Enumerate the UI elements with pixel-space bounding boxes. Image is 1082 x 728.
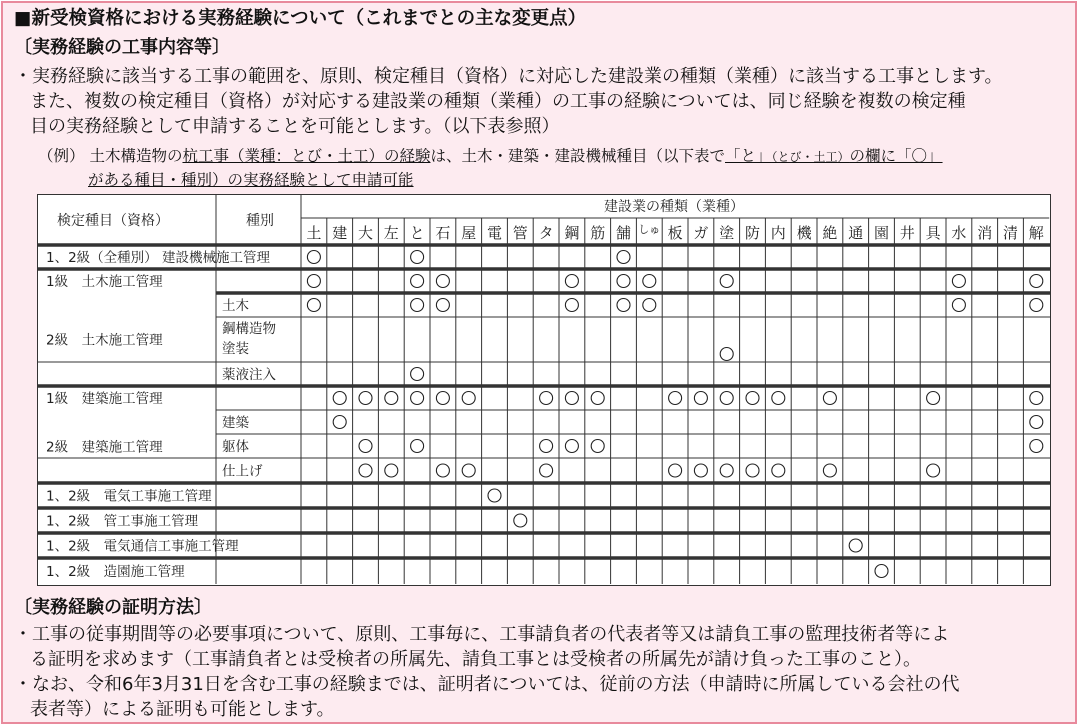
- industry-header: 具: [925, 224, 941, 242]
- row-type-label: 鋼構造物: [222, 321, 276, 337]
- mark-circle: [540, 440, 553, 453]
- page-title: ■新受検資格における実務経験について（これまでとの主な変更点）: [14, 8, 587, 29]
- example-text: は、土木・建築・建設機械種目（以下表で: [430, 147, 725, 165]
- row-exam-label: 1、2級 管工事施工管理: [46, 513, 199, 530]
- row-exam-label: 1級 土木施工管理: [46, 274, 163, 290]
- mark-circle: [694, 464, 707, 477]
- mark-circle: [462, 464, 475, 477]
- mark-circle: [617, 275, 630, 288]
- mark-circle: [411, 299, 424, 312]
- mark-circle: [385, 464, 398, 477]
- industry-header: 内: [770, 224, 786, 242]
- mark-circle: [565, 392, 578, 405]
- industry-header: 水: [951, 224, 967, 242]
- mark-circle: [1030, 299, 1043, 312]
- mark-circle: [307, 275, 320, 288]
- industry-header: 左: [383, 224, 399, 242]
- row-type-label: 薬液注入: [222, 367, 276, 383]
- industry-header: 清: [1002, 224, 1019, 242]
- example-underlined: 「と」: [725, 147, 772, 165]
- row-exam-label: 1、2級 造園施工管理: [46, 564, 185, 580]
- industry-header: 井: [899, 224, 915, 242]
- paragraph-line: 表者等）による証明も可能とします。: [30, 699, 335, 720]
- mark-circle: [436, 275, 449, 288]
- mark-circle: [952, 299, 965, 312]
- paragraph-line: ・工事の従事期間等の必要事項について、原則、工事毎に、工事請負者の代表者等又は請負工事の監理技術者等によ: [14, 624, 950, 645]
- mark-circle: [1030, 440, 1043, 453]
- mark-circle: [643, 299, 656, 312]
- section-title-proof-method: 〔実務経験の証明方法〕: [14, 597, 212, 618]
- mark-circle: [565, 275, 578, 288]
- example-underlined-small: （とび・土工）: [771, 150, 850, 164]
- mark-circle: [823, 392, 836, 405]
- mark-circle: [643, 275, 656, 288]
- mark-circle: [1030, 416, 1043, 429]
- example-line-2: [88, 169, 414, 191]
- mark-circle: [411, 440, 424, 453]
- mark-circle: [720, 392, 733, 405]
- row-exam-label: 1、2級（全種別） 建設機械施工管理: [46, 250, 270, 266]
- mark-circle: [411, 275, 424, 288]
- row-exam-label: 1、2級 電気工事施工管理: [46, 488, 212, 505]
- mark-circle: [1030, 275, 1043, 288]
- mark-circle: [591, 392, 604, 405]
- example-underlined: がある種目・種別）: [88, 171, 228, 189]
- industry-header: 園: [873, 224, 890, 242]
- example-underlined: の実務経験として申請可能: [227, 171, 414, 189]
- paragraph-line: ・なお、令和6年3月31日を含む工事の経験までは、証明者については、従前の方法（申請時に所属している会社の代: [14, 674, 960, 695]
- mark-circle: [411, 392, 424, 405]
- mark-circle: [359, 464, 372, 477]
- mark-circle: [540, 464, 553, 477]
- industry-header: 塗: [719, 224, 735, 242]
- column-header-industry-group: 建設業の種類（業種）: [604, 199, 744, 215]
- mark-circle: [952, 275, 965, 288]
- column-header-type: 種別: [246, 213, 274, 229]
- mark-circle: [462, 392, 475, 405]
- mark-circle: [927, 464, 940, 477]
- mark-circle: [849, 539, 862, 552]
- industry-header: 土: [306, 224, 322, 242]
- row-exam-label: 2級 建築施工管理: [46, 439, 163, 456]
- mark-circle: [694, 392, 707, 405]
- mark-circle: [436, 299, 449, 312]
- mark-circle: [875, 565, 888, 578]
- row-type-label: 土木: [222, 298, 249, 314]
- mark-circle: [488, 489, 501, 502]
- mark-circle: [411, 368, 424, 381]
- mark-circle: [514, 514, 527, 527]
- paragraph-line: また、複数の検定種目（資格）が対応する建設業の種類（業種）の工事の経験については、同じ経験を複数の検定種: [30, 91, 966, 112]
- paragraph-line: ・実務経験に該当する工事の範囲を、原則、検定種目（資格）に対応した建設業の種類（業種）に該当する工事とします。: [14, 66, 1003, 87]
- industry-header: 電: [486, 224, 503, 242]
- mark-circle: [1030, 392, 1043, 405]
- mark-circle: [565, 299, 578, 312]
- mark-circle: [565, 440, 578, 453]
- industry-header: と: [409, 224, 425, 242]
- industry-header: 舗: [615, 224, 632, 242]
- mark-circle: [307, 251, 320, 264]
- industry-header: 機: [796, 224, 812, 242]
- mark-circle: [772, 464, 785, 477]
- mark-circle: [772, 392, 785, 405]
- mark-circle: [359, 440, 372, 453]
- mark-circle: [617, 251, 630, 264]
- mark-circle: [436, 464, 449, 477]
- mark-circle: [333, 392, 346, 405]
- paragraph-line: る証明を求めます（工事請負者とは受検者の所属先、請負工事とは受検者の所属先が請け負った工事のこと）。: [30, 649, 921, 670]
- industry-header: 石: [435, 224, 451, 242]
- industry-header: 解: [1028, 224, 1044, 242]
- mark-circle: [669, 464, 682, 477]
- paragraph-line: 目の実務経験として申請することを可能とします。（以下表参照）: [30, 116, 560, 137]
- mark-circle: [591, 440, 604, 453]
- mark-circle: [746, 464, 759, 477]
- mark-circle: [927, 392, 940, 405]
- industry-header: ガ: [693, 224, 709, 242]
- mark-circle: [385, 392, 398, 405]
- qualification-grid: [38, 195, 1050, 585]
- mark-circle: [359, 392, 372, 405]
- qualification-table: [37, 194, 1051, 586]
- mark-circle: [333, 416, 346, 429]
- row-exam-label: 1、2級 電気通信工事施工管理: [46, 538, 239, 555]
- industry-header: 通: [848, 224, 864, 242]
- industry-header: 屋: [461, 224, 477, 242]
- industry-header: しゅ: [638, 223, 661, 236]
- industry-header: タ: [538, 224, 554, 242]
- example-text: 土木構造物の: [89, 147, 183, 165]
- example-line-1: [38, 145, 943, 168]
- mark-circle: [720, 275, 733, 288]
- industry-header: 板: [667, 224, 683, 242]
- industry-header: 建: [332, 224, 348, 242]
- industry-header: 消: [977, 224, 993, 242]
- row-exam-label: 2級 土木施工管理: [46, 332, 163, 349]
- mark-circle: [823, 464, 836, 477]
- industry-header: 筋: [590, 224, 606, 242]
- mark-circle: [540, 392, 553, 405]
- industry-header: 絶: [822, 224, 838, 242]
- mark-circle: [436, 392, 449, 405]
- column-header-exam: 検定種目（資格）: [57, 213, 169, 229]
- row-exam-label: 1級 建築施工管理: [46, 391, 163, 407]
- industry-header: 防: [744, 224, 761, 242]
- section-title-work-content: 〔実務経験の工事内容等〕: [14, 37, 230, 58]
- mark-circle: [720, 464, 733, 477]
- mark-circle: [617, 299, 630, 312]
- example-underlined: の欄に「〇」: [849, 147, 943, 165]
- mark-circle: [746, 392, 759, 405]
- example-prefix: （例）: [38, 147, 85, 165]
- industry-header: 鋼: [564, 224, 580, 242]
- mark-circle: [411, 251, 424, 264]
- example-underlined: 杭工事（業種：とび・土工）の経験: [182, 147, 431, 165]
- row-type-label: 仕上げ: [222, 463, 263, 480]
- row-type-label: 躯体: [222, 439, 249, 455]
- row-type-label: 塗装: [222, 341, 249, 357]
- mark-circle: [720, 348, 733, 361]
- mark-circle: [307, 299, 320, 312]
- mark-circle: [669, 392, 682, 405]
- industry-header: 大: [357, 224, 374, 242]
- industry-header: 管: [512, 224, 528, 242]
- row-type-label: 建築: [222, 415, 249, 431]
